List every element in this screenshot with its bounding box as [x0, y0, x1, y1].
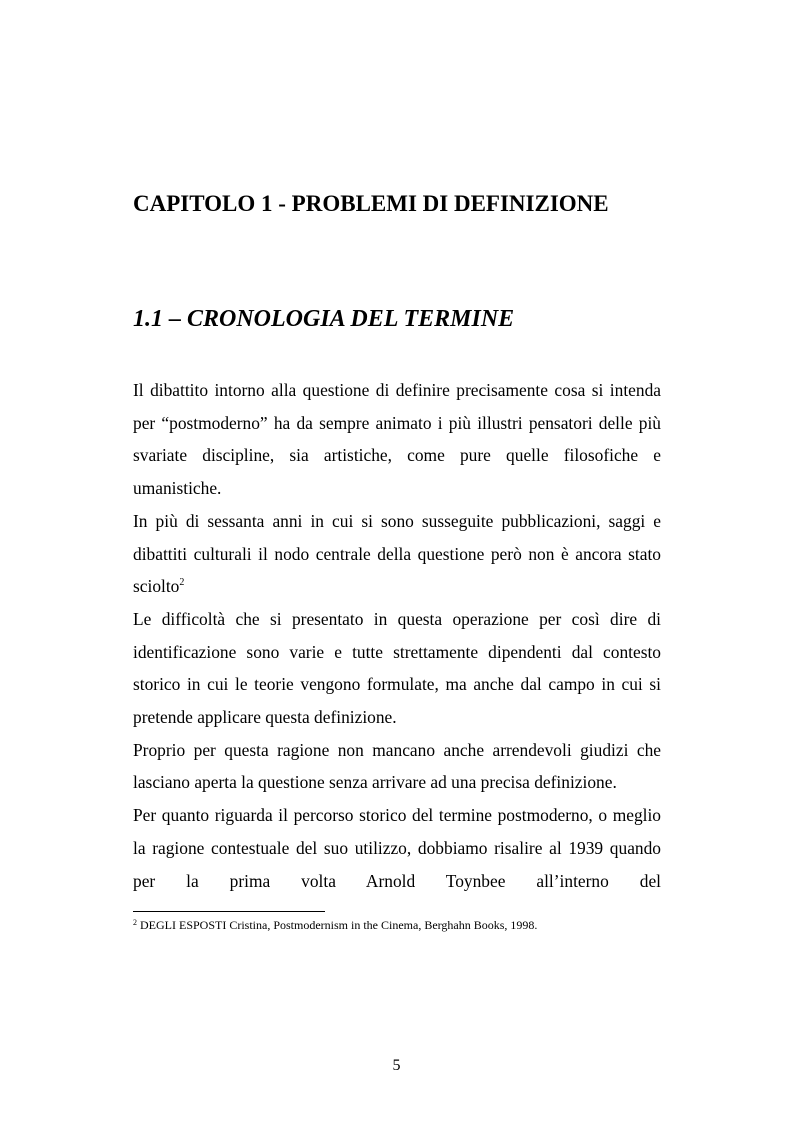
paragraph-2-text: In più di sessanta anni in cui si sono susseguite pubblicazioni, saggi e dibattiti culturali il nodo centrale della questione però non è ancora stato sciolto — [133, 510, 661, 597]
paragraph-2 — [133, 505, 661, 603]
paragraph-1: Il dibattito intorno alla questione di definire precisamente cosa si intenda per “postmoderno” ha da sempre animato i più illustri pensatori delle più svariate discipline, sia artistiche, come pure quelle filosofiche e umanistiche. — [133, 380, 661, 499]
chapter-title: CAPITOLO 1 - PROBLEMI DI DEFINIZIONE — [133, 191, 609, 216]
footnote-separator — [133, 911, 325, 912]
section-title: 1.1 – CRONOLOGIA DEL TERMINE — [133, 306, 515, 332]
page-number: 5 — [392, 1057, 401, 1074]
paragraph-5: Per quanto riguarda il percorso storico del termine postmoderno, o meglio la ragione contestuale del suo utilizzo, dobbiamo risalire al 1939 quando per la prima volta Arnold Toynbee all’interno del — [133, 805, 661, 891]
paragraph-4: Proprio per questa ragione non mancano anche arrendevoli giudizi che lasciano aperta la questione senza arrivare ad una precisa definizione. — [133, 739, 661, 793]
footnote-text: DEGLI ESPOSTI Cristina, Postmodernism in the Cinema, Berghahn Books, 1998. — [140, 918, 538, 932]
paragraph-3: Le difficoltà che si presentato in questa operazione per così dire di identificazione sono varie e tutte strettamente dipendenti dal contesto storico in cui le teorie vengono formulate, ma anche dal campo in cui si pretende applicare questa definizione. — [133, 608, 661, 728]
footnote — [133, 917, 693, 933]
footnote-reference: 2 — [179, 577, 185, 589]
footnote-number: 2 — [133, 918, 137, 927]
body-text — [133, 374, 661, 897]
